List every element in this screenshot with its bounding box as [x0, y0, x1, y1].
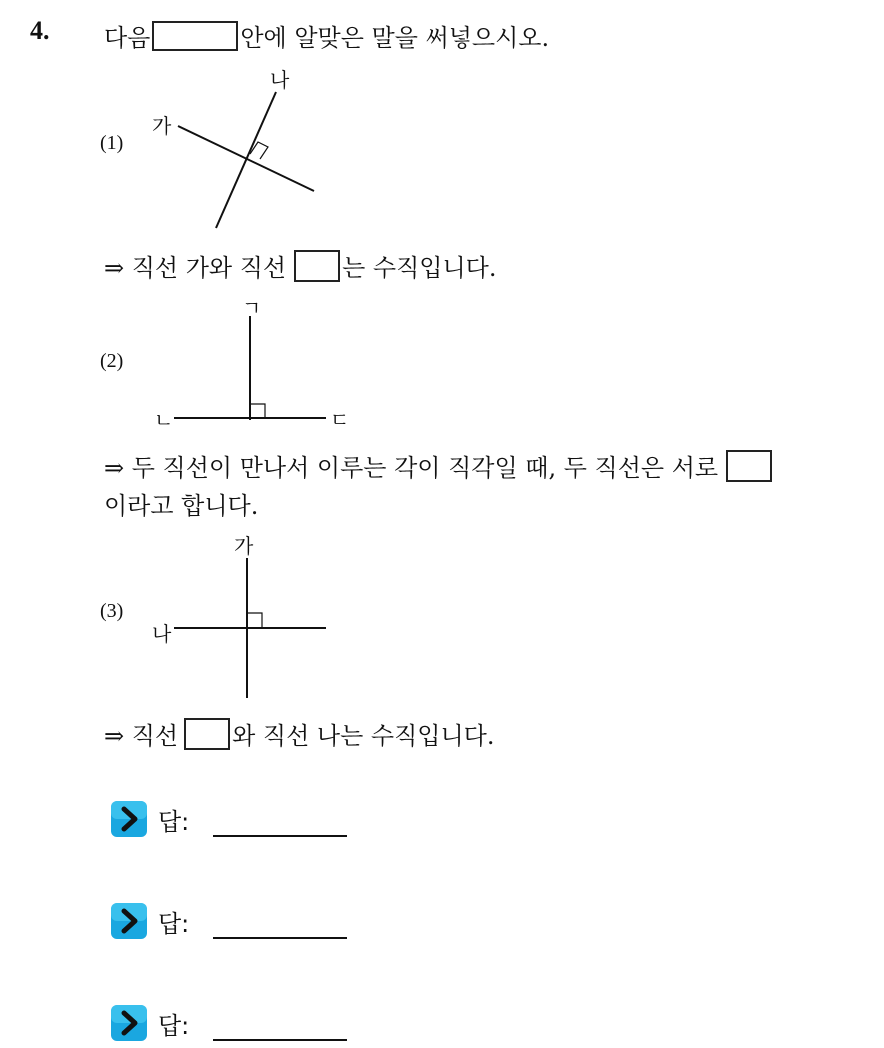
answer-label: 답:: [158, 807, 190, 836]
part-3-number: (3): [100, 600, 124, 622]
part-2-sentence-before: ⇒ 두 직선이 만나서 이루는 각이 직각일 때, 두 직선은 서로: [104, 454, 719, 482]
part-3-sentence-after: 와 직선 나는 수직입니다.: [232, 722, 495, 750]
part-1-label-na: 나: [270, 68, 290, 92]
part-2-sentence-line2: 이라고 합니다.: [104, 492, 259, 520]
part-2-label-digeut: ㄷ: [330, 408, 350, 432]
part-3-label-ga: 가: [234, 534, 254, 558]
part-2-label-giyeok: ㄱ: [242, 296, 262, 320]
part-1-sentence-before: ⇒ 직선 가와 직선: [104, 254, 287, 282]
part-2-number: (2): [100, 350, 124, 372]
answer-label: 답:: [158, 1011, 190, 1040]
chevron-right-icon: [110, 1004, 148, 1042]
answer-blank[interactable]: [213, 937, 347, 939]
right-angle-mark: [247, 613, 262, 628]
answer-label: 답:: [158, 909, 190, 938]
part-3-sentence: [104, 716, 494, 751]
prompt-text-before: 다음: [104, 24, 151, 52]
part-1-sentence-after: 는 수직입니다.: [342, 254, 497, 282]
answer-blank[interactable]: [213, 1039, 347, 1041]
answer-row-3: [110, 1004, 347, 1042]
part-1-label-ga: 가: [152, 114, 172, 138]
answer-blank[interactable]: [213, 835, 347, 837]
part-2-label-nieun: ㄴ: [154, 408, 174, 432]
part-3-sentence-before: ⇒ 직선: [104, 722, 179, 750]
part-1-number: (1): [100, 132, 124, 154]
answer-row-1: [110, 800, 347, 838]
chevron-right-icon: [110, 800, 148, 838]
part-3-label-na: 나: [152, 622, 172, 646]
chevron-right-icon: [110, 902, 148, 940]
answer-row-2: [110, 902, 347, 940]
question-number: 4.: [30, 16, 50, 45]
prompt-text-after: 안에 알맞은 말을 써넣으시오.: [240, 24, 550, 52]
blank-box: [184, 718, 230, 750]
